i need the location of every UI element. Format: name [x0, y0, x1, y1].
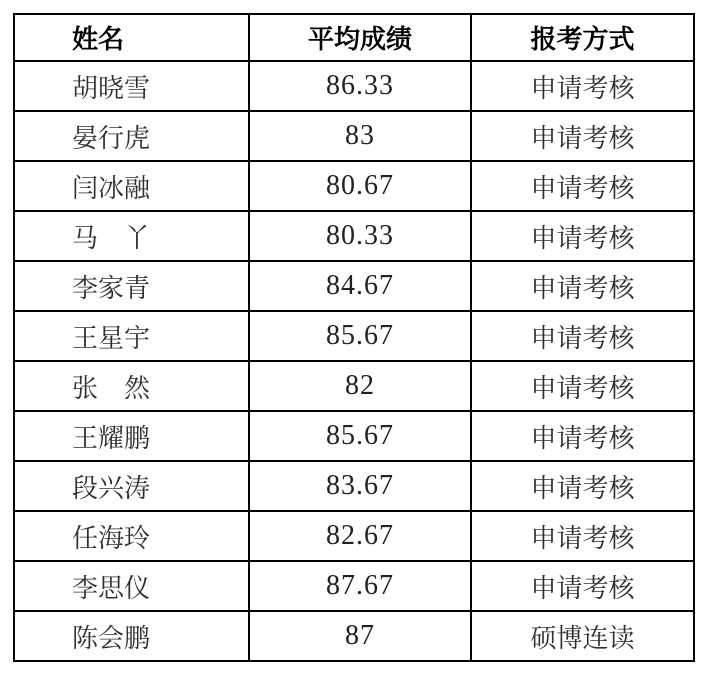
method-cell: 申请考核: [471, 411, 694, 461]
score-cell: 86.33: [249, 61, 471, 111]
name-column-header: 姓名: [14, 14, 249, 61]
name-cell: 胡晓雪: [14, 61, 249, 111]
score-cell: 80.33: [249, 211, 471, 261]
table-row: [14, 111, 694, 161]
name-cell: 陈会鹏: [14, 611, 249, 661]
name-cell: 晏行虎: [14, 111, 249, 161]
name-cell: 王耀鹏: [14, 411, 249, 461]
table-row: [14, 261, 694, 311]
table-row: [14, 611, 694, 661]
method-column-header: 报考方式: [471, 14, 694, 61]
table-header-row: [14, 14, 694, 61]
method-cell: 申请考核: [471, 361, 694, 411]
method-cell: 申请考核: [471, 311, 694, 361]
score-cell: 83: [249, 111, 471, 161]
score-cell: 85.67: [249, 411, 471, 461]
name-cell: 闫冰融: [14, 161, 249, 211]
table-row: [14, 461, 694, 511]
scores-table: [13, 13, 695, 662]
method-cell: 申请考核: [471, 261, 694, 311]
method-cell: 申请考核: [471, 161, 694, 211]
table-row: [14, 411, 694, 461]
score-cell: 84.67: [249, 261, 471, 311]
name-cell: 李思仪: [14, 561, 249, 611]
method-cell: 申请考核: [471, 211, 694, 261]
method-cell: 硕博连读: [471, 611, 694, 661]
table-row: [14, 211, 694, 261]
table-row: [14, 61, 694, 111]
name-cell: 王星宇: [14, 311, 249, 361]
method-cell: 申请考核: [471, 561, 694, 611]
table-row: [14, 561, 694, 611]
method-cell: 申请考核: [471, 111, 694, 161]
table-row: [14, 161, 694, 211]
name-cell: 马 丫: [14, 211, 249, 261]
method-cell: 申请考核: [471, 61, 694, 111]
score-cell: 87: [249, 611, 471, 661]
score-cell: 82.67: [249, 511, 471, 561]
score-cell: 87.67: [249, 561, 471, 611]
table-row: [14, 311, 694, 361]
table-row: [14, 511, 694, 561]
score-column-header: 平均成绩: [249, 14, 471, 61]
score-cell: 85.67: [249, 311, 471, 361]
name-cell: 任海玲: [14, 511, 249, 561]
name-cell: 李家青: [14, 261, 249, 311]
score-cell: 80.67: [249, 161, 471, 211]
table-row: [14, 361, 694, 411]
name-cell: 段兴涛: [14, 461, 249, 511]
method-cell: 申请考核: [471, 461, 694, 511]
score-cell: 83.67: [249, 461, 471, 511]
score-cell: 82: [249, 361, 471, 411]
name-cell: 张 然: [14, 361, 249, 411]
method-cell: 申请考核: [471, 511, 694, 561]
